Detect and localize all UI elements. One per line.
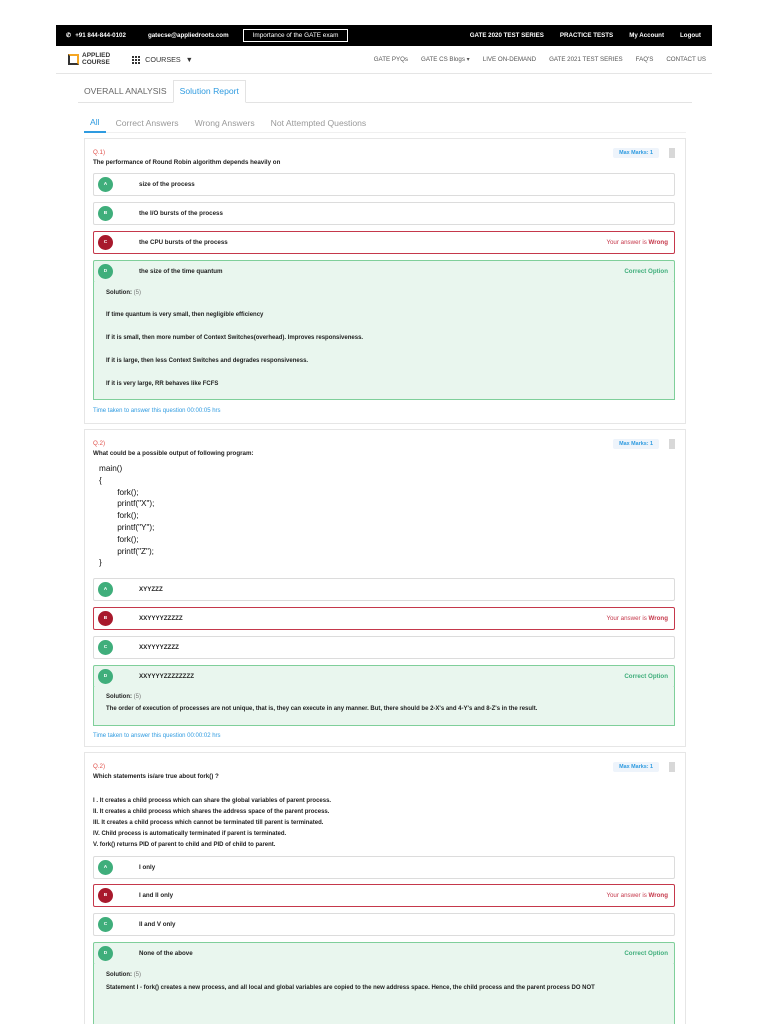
courses-dropdown[interactable] (132, 55, 193, 64)
time-taken-value: 00:00:02 hrs (187, 733, 221, 739)
statement: III. It creates a child process which cannot be terminated till parent is terminated. (93, 820, 324, 826)
wrong-answer-status (606, 239, 668, 246)
question-card-2 (84, 429, 686, 747)
option-letter-badge: A (98, 860, 113, 875)
wrong-label: Wrong (648, 239, 668, 246)
filter-tabs (84, 113, 686, 133)
solution-line: The order of execution of processes are not unique, that is, they can execute in any manner. But, there should be 2-X's and 4-Y's and 8-Z's in the result. (106, 706, 538, 712)
option-text: the I/O bursts of the process (139, 210, 223, 217)
statement-list (93, 796, 331, 851)
option-c[interactable] (93, 231, 675, 254)
time-taken-label: Time taken to answer this question (93, 733, 188, 739)
correct-option-status: Correct Option (624, 950, 668, 957)
bookmark-icon[interactable] (669, 762, 675, 772)
nav-gate-cs-blogs-label: GATE CS Blogs (421, 56, 465, 63)
gate-2020-test-series-link[interactable]: GATE 2020 TEST SERIES (469, 32, 544, 39)
solution-hint: (5) (133, 694, 142, 700)
solution-label: Solution: (106, 694, 132, 700)
email-link[interactable]: gatecse@appliedroots.com (147, 32, 229, 39)
max-marks-badge: Max Marks: 1 (613, 762, 659, 772)
solution-title (106, 694, 141, 700)
question-card-3 (84, 752, 686, 1024)
your-answer-label: Your answer is (606, 239, 649, 246)
statement: IV. Child process is automatically terminated if parent is terminated. (93, 831, 287, 837)
question-text: Which statements is/are true about fork() ? (93, 773, 219, 780)
nav-live-on-demand[interactable]: LIVE ON-DEMAND (482, 56, 537, 63)
tab-all[interactable]: All (84, 113, 106, 133)
option-letter-badge: C (98, 640, 113, 655)
solution-line: If time quantum is very small, then negligible efficiency (106, 312, 264, 318)
option-d[interactable] (93, 665, 675, 688)
nav-gate-pyqs[interactable]: GATE PYQs (373, 56, 409, 63)
practice-tests-link[interactable]: PRACTICE TESTS (559, 32, 614, 39)
option-text: XXYYYYZZZZ (139, 644, 179, 651)
solution-panel (93, 282, 675, 400)
wrong-answer-status (606, 615, 668, 622)
option-letter-badge: C (98, 235, 113, 250)
logo-line2: COURSE (82, 58, 110, 66)
option-letter-badge: B (98, 611, 113, 626)
question-card-1 (84, 138, 686, 424)
solution-line: If it is very large, RR behaves like FCFS (106, 381, 219, 387)
report-tabs (78, 78, 692, 103)
your-answer-label: Your answer is (606, 892, 649, 899)
solution-label: Solution: (106, 290, 132, 296)
your-answer-label: Your answer is (606, 615, 649, 622)
applied-course-logo[interactable] (68, 53, 110, 66)
solution-title (106, 290, 141, 296)
solution-line: If it is small, then more number of Context Switches(overhead). Improves responsiveness. (106, 335, 364, 341)
question-text: The performance of Round Robin algorithm depends heavily on (93, 159, 281, 166)
question-number: Q.2) (93, 440, 106, 447)
option-text: None of the above (139, 950, 193, 957)
top-bar (56, 25, 712, 46)
nav-gate-2021-test-series[interactable]: GATE 2021 TEST SERIES (549, 56, 623, 63)
time-taken (93, 408, 221, 414)
option-text: XYYZZZ (139, 586, 163, 593)
time-taken-label: Time taken to answer this question (93, 408, 188, 414)
bookmark-icon[interactable] (669, 148, 675, 158)
option-b[interactable] (93, 607, 675, 630)
option-text: II and V only (139, 921, 176, 928)
option-letter-badge: A (98, 582, 113, 597)
statement: II. It creates a child process which shares the address space of the parent process. (93, 809, 330, 815)
option-letter-badge: D (98, 669, 113, 684)
caret-down-icon: ▼ (185, 55, 193, 64)
option-text: the CPU bursts of the process (139, 239, 228, 246)
question-number: Q.1) (93, 149, 106, 156)
courses-label: COURSES (145, 55, 181, 64)
option-b[interactable] (93, 884, 675, 907)
option-letter-badge: C (98, 917, 113, 932)
solution-hint: (5) (133, 972, 142, 978)
option-letter-badge: B (98, 888, 113, 903)
option-text: size of the process (139, 181, 195, 188)
solution-line: Statement I - fork() creates a new process, and all local and global variables are copied to the new address space. Hence, the child process and the parent process DO NOT (106, 985, 595, 991)
tab-wrong-answers[interactable]: Wrong Answers (194, 117, 255, 128)
question-text: What could be a possible output of following program: (93, 450, 254, 457)
solution-hint: (5) (133, 290, 142, 296)
nav-faqs[interactable]: FAQ'S (635, 56, 654, 63)
option-b[interactable] (93, 202, 675, 225)
tab-overall-analysis[interactable]: OVERALL ANALYSIS (84, 86, 167, 96)
statement: I . It creates a child process which can share the global variables of parent process. (93, 798, 332, 804)
logo-line1: APPLIED (82, 52, 111, 59)
code-snippet: main() { fork(); printf("X"); fork(); printf("Y"); fork(); printf("Z"); } (99, 464, 155, 568)
tab-correct-answers[interactable]: Correct Answers (115, 117, 179, 128)
phone-contact[interactable] (66, 32, 126, 39)
option-letter-badge: B (98, 206, 113, 221)
wrong-label: Wrong (648, 892, 668, 899)
grid-icon (132, 56, 140, 64)
logout-link[interactable]: Logout (680, 32, 701, 39)
option-c[interactable] (93, 636, 675, 659)
bookmark-icon[interactable] (669, 439, 675, 449)
solution-title (106, 972, 141, 978)
max-marks-badge: Max Marks: 1 (613, 148, 659, 158)
nav-contact-us[interactable]: CONTACT US (666, 56, 706, 63)
wrong-answer-status (606, 892, 668, 899)
importance-gate-button[interactable]: Importance of the GATE exam (243, 29, 349, 42)
time-taken-value: 00:00:05 hrs (187, 408, 221, 414)
option-text: I only (139, 864, 156, 871)
main-navbar (56, 46, 712, 74)
phone-icon: ✆ (66, 32, 72, 39)
option-text: the size of the time quantum (139, 268, 223, 275)
option-a[interactable] (93, 173, 675, 196)
option-a[interactable] (93, 578, 675, 601)
correct-option-status: Correct Option (624, 673, 668, 680)
option-c[interactable] (93, 913, 675, 936)
solution-line: If it is large, then less Context Switches and degrades responsiveness. (106, 358, 309, 364)
statement: V. fork() returns PID of parent to child and PID of child to parent. (93, 842, 276, 848)
logo-icon (68, 54, 79, 65)
solution-label: Solution: (106, 972, 132, 978)
correct-option-status: Correct Option (624, 268, 668, 275)
solution-panel (93, 687, 675, 726)
option-a[interactable] (93, 856, 675, 879)
option-letter-badge: A (98, 177, 113, 192)
option-text: XXYYYYZZZZZZZZ (139, 673, 194, 680)
solution-panel (93, 964, 675, 1024)
question-number: Q.2) (93, 763, 106, 770)
max-marks-badge: Max Marks: 1 (613, 439, 659, 449)
wrong-label: Wrong (648, 615, 668, 622)
caret-down-icon: ▾ (466, 56, 470, 63)
tab-not-attempted[interactable]: Not Attempted Questions (270, 117, 367, 128)
option-letter-badge: D (98, 264, 113, 279)
tab-solution-report[interactable]: Solution Report (173, 80, 246, 103)
option-text: XXYYYYZZZZZ (139, 615, 183, 622)
option-d[interactable] (93, 260, 675, 283)
my-account-link[interactable]: My Account (629, 32, 665, 39)
time-taken (93, 733, 221, 739)
nav-gate-cs-blogs[interactable] (421, 56, 470, 63)
option-text: I and II only (139, 892, 174, 899)
phone-number: +91 844-844-0102 (75, 32, 126, 39)
option-d[interactable] (93, 942, 675, 965)
option-letter-badge: D (98, 946, 113, 961)
